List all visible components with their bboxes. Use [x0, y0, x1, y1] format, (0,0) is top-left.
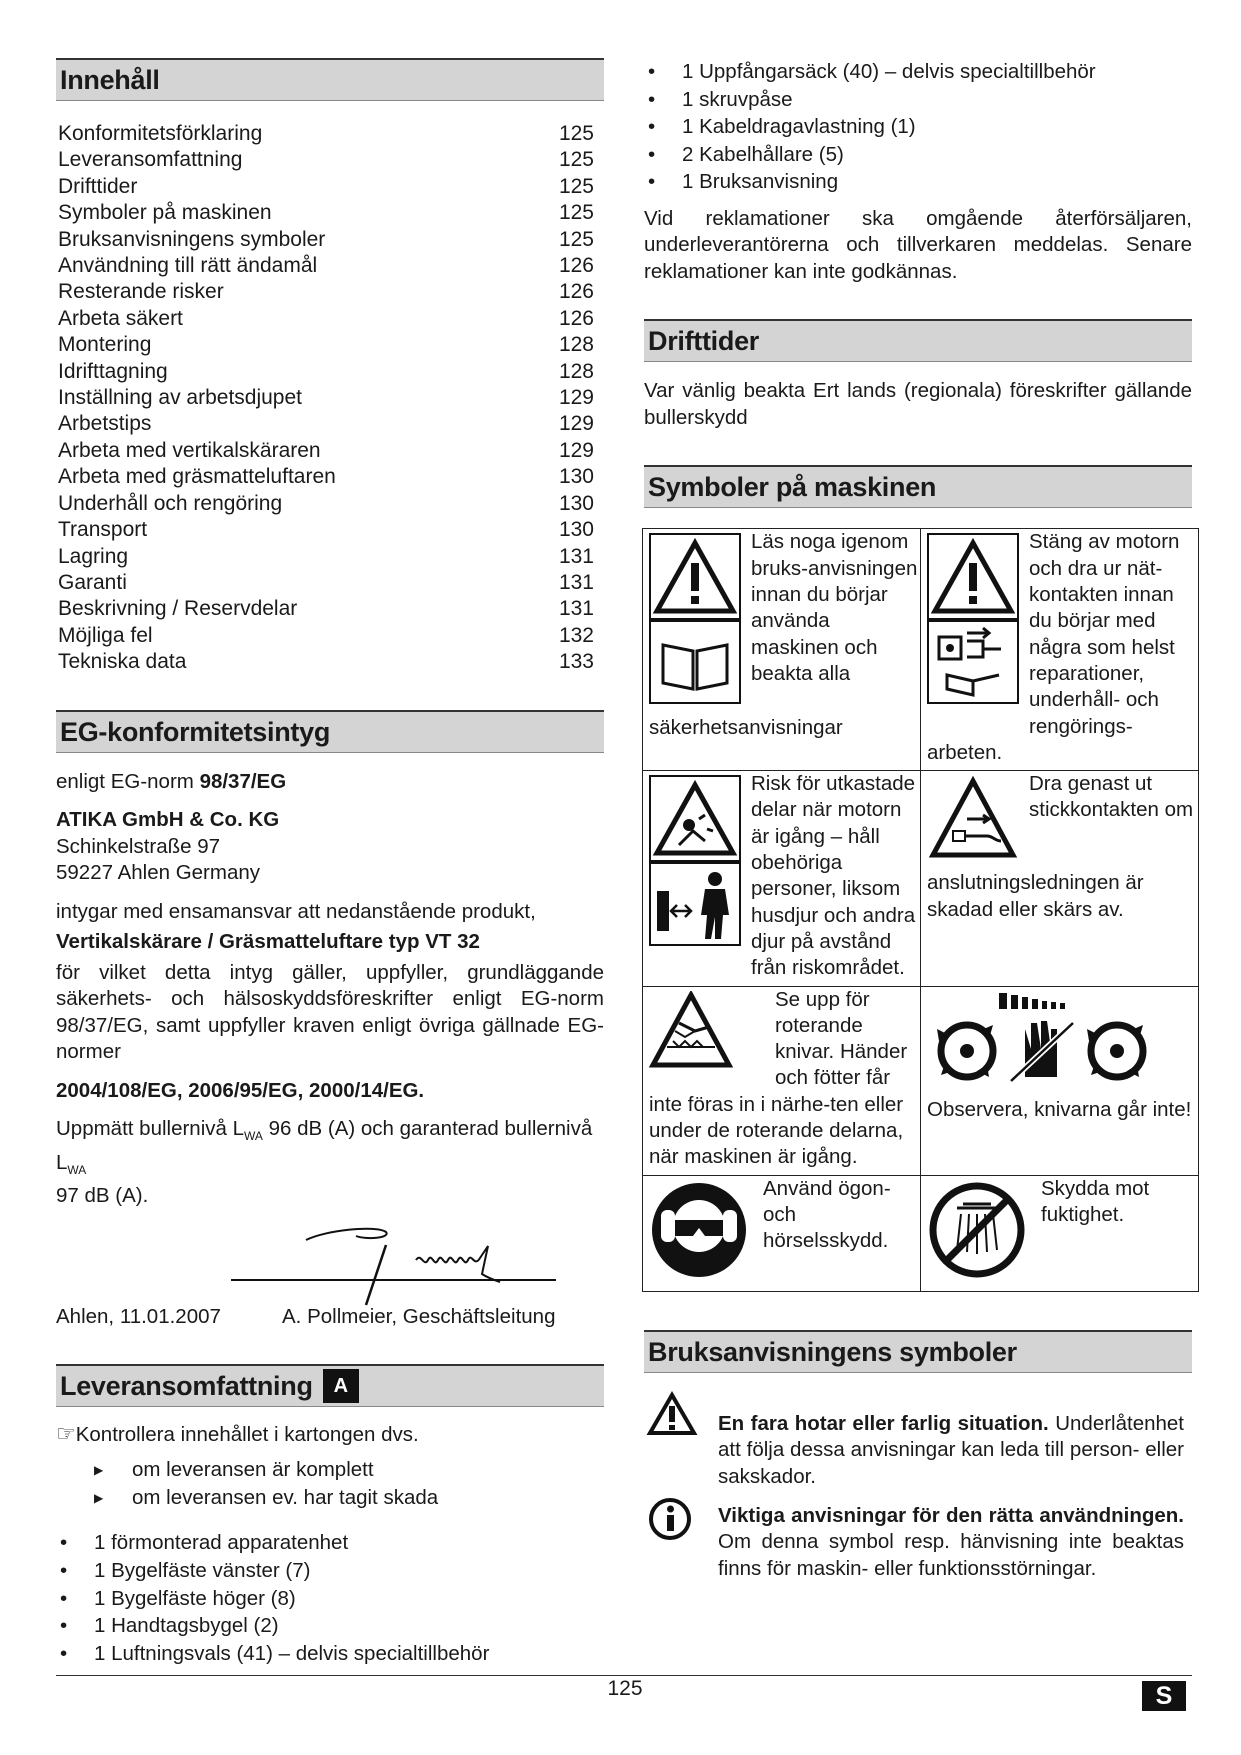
toc-entry: [58, 253, 594, 279]
toc-entry-label: Underhåll och rengöring: [58, 491, 283, 515]
toc-entry-label: Arbeta med gräsmatteluftaren: [58, 465, 336, 489]
blades-still-running-icon: [927, 989, 1157, 1089]
rotating-blades-icon: [649, 991, 765, 1077]
eg-noise: Uppmätt bullernivå $L_{WA}$ 96 dB (A) och garanterad bullernivå $L_{WA}$ 97 dB (A).: [56, 1117, 593, 1208]
toc-entry-label: Arbeta säkert: [58, 306, 183, 330]
pointing-hand-icon: ☞: [56, 1420, 76, 1446]
toc-entry: [58, 200, 594, 226]
language-badge: S: [1142, 1681, 1186, 1711]
toc-entry: [58, 227, 594, 253]
toc-entry-label: Arbeta med vertikalskäraren: [58, 438, 321, 462]
toc-entry-page: 125: [558, 122, 594, 145]
info-note: Viktiga anvisningar för den rätta användningen. Om denna symbol resp. hänvisning inte beaktas finns för maskin- eller funktionsstörningar.: [644, 1497, 1192, 1583]
toc-entry-page: 126: [558, 306, 594, 330]
toc-entry: [58, 359, 594, 385]
delivery-item: • 1 Uppfångarsäck (40) – delvis specialtillbehör: [644, 58, 1192, 86]
symbol-cell-moisture: Skydda mot fuktighet.: [921, 1175, 1199, 1291]
delivery-item: • 1 Bygelfäste höger (8): [56, 1585, 604, 1613]
cable-damage-icon: [927, 775, 1019, 861]
toc-entry-page: 131: [558, 597, 594, 621]
eg-company: ATIKA GmbH & Co. KG: [56, 808, 280, 832]
toc-entry-page: 131: [558, 544, 594, 568]
toc-entry-label: Drifttider: [58, 174, 138, 198]
delivery-item: • 2 Kabelhållare (5): [644, 141, 1192, 169]
delivery-item: • 1 skruvpåse: [644, 86, 1192, 114]
toc-entry: [58, 385, 594, 411]
toc-entry-page: 128: [558, 359, 594, 383]
eg-statement: intygar med ensamansvar att nedanstående produkt,: [56, 899, 536, 923]
toc-entry-label: Transport: [58, 518, 148, 542]
toc-entry-page: 130: [558, 518, 594, 542]
toc-entry-page: 125: [558, 174, 594, 198]
toc-entry-label: Idrifttagning: [58, 359, 168, 383]
toc-entry: [58, 438, 594, 464]
toc-entry: [58, 570, 594, 596]
toc-entry: [58, 623, 594, 649]
right-column: [644, 58, 1192, 1582]
toc-entry: [58, 147, 594, 173]
toc-entry-page: 125: [558, 148, 594, 172]
toc-entry-page: 133: [558, 650, 594, 674]
delivery-checks: [56, 1456, 604, 1511]
toc-entry-label: Beskrivning / Reservdelar: [58, 597, 298, 621]
toc-entry-page: 129: [558, 438, 594, 462]
toc-entry-label: Lagring: [58, 544, 129, 568]
eg-city: 59227 Ahlen Germany: [56, 861, 260, 885]
toc-entry-label: Bruksanvisningens symboler: [58, 227, 326, 251]
toc-entry-page: 125: [558, 227, 594, 251]
check-item: ▶ om leveransen är komplett: [94, 1456, 604, 1484]
toc-entry-label: Inställning av arbetsdjupet: [58, 386, 302, 410]
toc-entry-label: Konformitetsförklaring: [58, 122, 263, 145]
toc-entry-label: Möjliga fel: [58, 623, 153, 647]
symbol-cell-ejected-parts: Risk för utkastade delar när motorn är igång – håll obehöriga personer, liksom husdjur och andra djur på avstånd från riskområdet.: [643, 771, 921, 986]
symbols-heading: Symboler på maskinen: [644, 465, 1192, 508]
toc-entry: [58, 411, 594, 437]
toc-entry: [58, 332, 594, 358]
toc-entry: [58, 596, 594, 622]
toc-entry-label: Garanti: [58, 570, 127, 594]
toc-entry-page: 129: [558, 412, 594, 436]
table-of-contents: [58, 121, 594, 676]
drift-heading: Drifttider: [644, 319, 1192, 362]
symbol-cell-stop-motor: Stäng av motorn och dra ur nät-kontakten innan du börjar med några som helst reparationer, underhåll- och rengörings-arbeten.: [921, 529, 1199, 771]
toc-entry: [58, 544, 594, 570]
footer-rule: [56, 1675, 1192, 1676]
no-moisture-icon: [927, 1180, 1031, 1278]
symbol-cell-rotating-blades: Se upp för roterande knivar. Händer och fötter får inte föras in i närhe-ten eller under de roterande delarna, när maskinen är igång.: [643, 986, 921, 1175]
eg-product: Vertikalskärare / Gräsmatteluftare typ VT 32: [56, 930, 480, 954]
toc-entry-page: 129: [558, 386, 594, 410]
toc-entry-page: 130: [558, 465, 594, 489]
delivery-items-right: [644, 58, 1192, 196]
toc-entry: [58, 464, 594, 490]
ejected-parts-icon: [649, 775, 741, 947]
toc-entry-page: 131: [558, 570, 594, 594]
drift-text: Var vänlig beakta Ert lands (regionala) föreskrifter gällande bullerskydd: [644, 379, 1192, 429]
toc-entry-label: Tekniska data: [58, 650, 187, 674]
toc-entry: [58, 306, 594, 332]
toc-entry-page: 130: [558, 491, 594, 515]
eye-ear-protection-icon: [649, 1180, 753, 1278]
toc-entry-label: Arbetstips: [58, 412, 152, 436]
eg-norm: enligt EG-norm 98/37/EG: [56, 769, 287, 793]
signature-area: [56, 1210, 604, 1320]
toc-entry: [58, 121, 594, 147]
warning-unplug-icon: [927, 533, 1019, 705]
eg-norms: 2004/108/EG, 2006/95/EG, 2000/14/EG.: [56, 1078, 425, 1102]
info-icon: [648, 1497, 694, 1543]
eg-body: för vilket detta intyg gäller, uppfyller, grundläggande säkerhets- och hälsoskyddsföreskrifter enligt EG-norm 98/37/EG, samt uppfyller kraven enligt övriga gällnade EG-normer: [56, 960, 604, 1064]
toc-entry-label: Resterande risker: [58, 280, 224, 304]
toc-entry-label: Användning till rätt ändamål: [58, 254, 318, 278]
figure-badge: A: [323, 1369, 359, 1403]
toc-entry: [58, 517, 594, 543]
left-column: [56, 58, 604, 1667]
delivery-item: • 1 Bruksanvisning: [644, 168, 1192, 196]
eg-heading: EG-konformitetsintyg: [56, 710, 604, 753]
symbol-cell-blades-running: Observera, knivarna går inte!: [921, 986, 1199, 1175]
page-number: 125: [607, 1677, 643, 1700]
toc-entry-page: 125: [558, 201, 594, 225]
delivery-item: • 1 Kabeldragavlastning (1): [644, 113, 1192, 141]
toc-entry: [58, 279, 594, 305]
delivery-heading: Leveransomfattning A: [56, 1364, 604, 1407]
warning-read-manual-icon: [649, 533, 741, 705]
symbol-cell-protection: Använd ögon- och hörselsskydd.: [643, 1175, 921, 1291]
toc-entry-label: Montering: [58, 333, 152, 357]
danger-note: En fara hotar eller farlig situation. Underlåtenhet att följa dessa anvisningar kan leda till person- eller sakskador.: [644, 1391, 1192, 1491]
signature-line: Ahlen, 11.01.2007 A. Pollmeier, Geschäftsleitung: [56, 1304, 556, 1328]
toc-entry-label: Symboler på maskinen: [58, 201, 272, 225]
symbol-cell-cable-damage: Dra genast ut stickkontakten om anslutningsledningen är skadad eller skärs av.: [921, 771, 1199, 986]
toc-entry-label: Leveransomfattning: [58, 148, 243, 172]
claims-text: Vid reklamationer ska omgående återförsäljaren, underleverantörerna och tillverkaren meddelas. Senare reklamationer kan inte godkännas.: [644, 206, 1192, 283]
toc-heading: Innehåll: [56, 58, 604, 101]
check-item: ▶ om leveransen ev. har tagit skada: [94, 1484, 604, 1512]
delivery-items-left: [56, 1529, 604, 1667]
delivery-check: ☞Kontrollera innehållet i kartongen dvs.: [56, 1420, 419, 1446]
delivery-item: • 1 Bygelfäste vänster (7): [56, 1557, 604, 1585]
symbol-cell-manual: Läs noga igenom bruks-anvisningen innan du börjar använda maskinen och beakta alla säkerhetsanvisningar: [643, 529, 921, 771]
symbols-table: [642, 528, 1199, 1291]
toc-entry-page: 126: [558, 254, 594, 278]
delivery-item: • 1 Handtagsbygel (2): [56, 1612, 604, 1640]
eg-street: Schinkelstraße 97: [56, 834, 221, 858]
signature: [56, 1210, 604, 1320]
danger-icon: [646, 1391, 698, 1437]
delivery-item: • 1 Luftningsvals (41) – delvis specialtillbehör: [56, 1640, 604, 1668]
toc-entry-page: 132: [558, 623, 594, 647]
toc-entry: [58, 649, 594, 675]
toc-entry-page: 128: [558, 333, 594, 357]
manual-symbols-heading: Bruksanvisningens symboler: [644, 1330, 1192, 1373]
toc-entry-page: 126: [558, 280, 594, 304]
toc-entry: [58, 491, 594, 517]
toc-entry: [58, 174, 594, 200]
delivery-item: • 1 förmonterad apparatenhet: [56, 1529, 604, 1557]
